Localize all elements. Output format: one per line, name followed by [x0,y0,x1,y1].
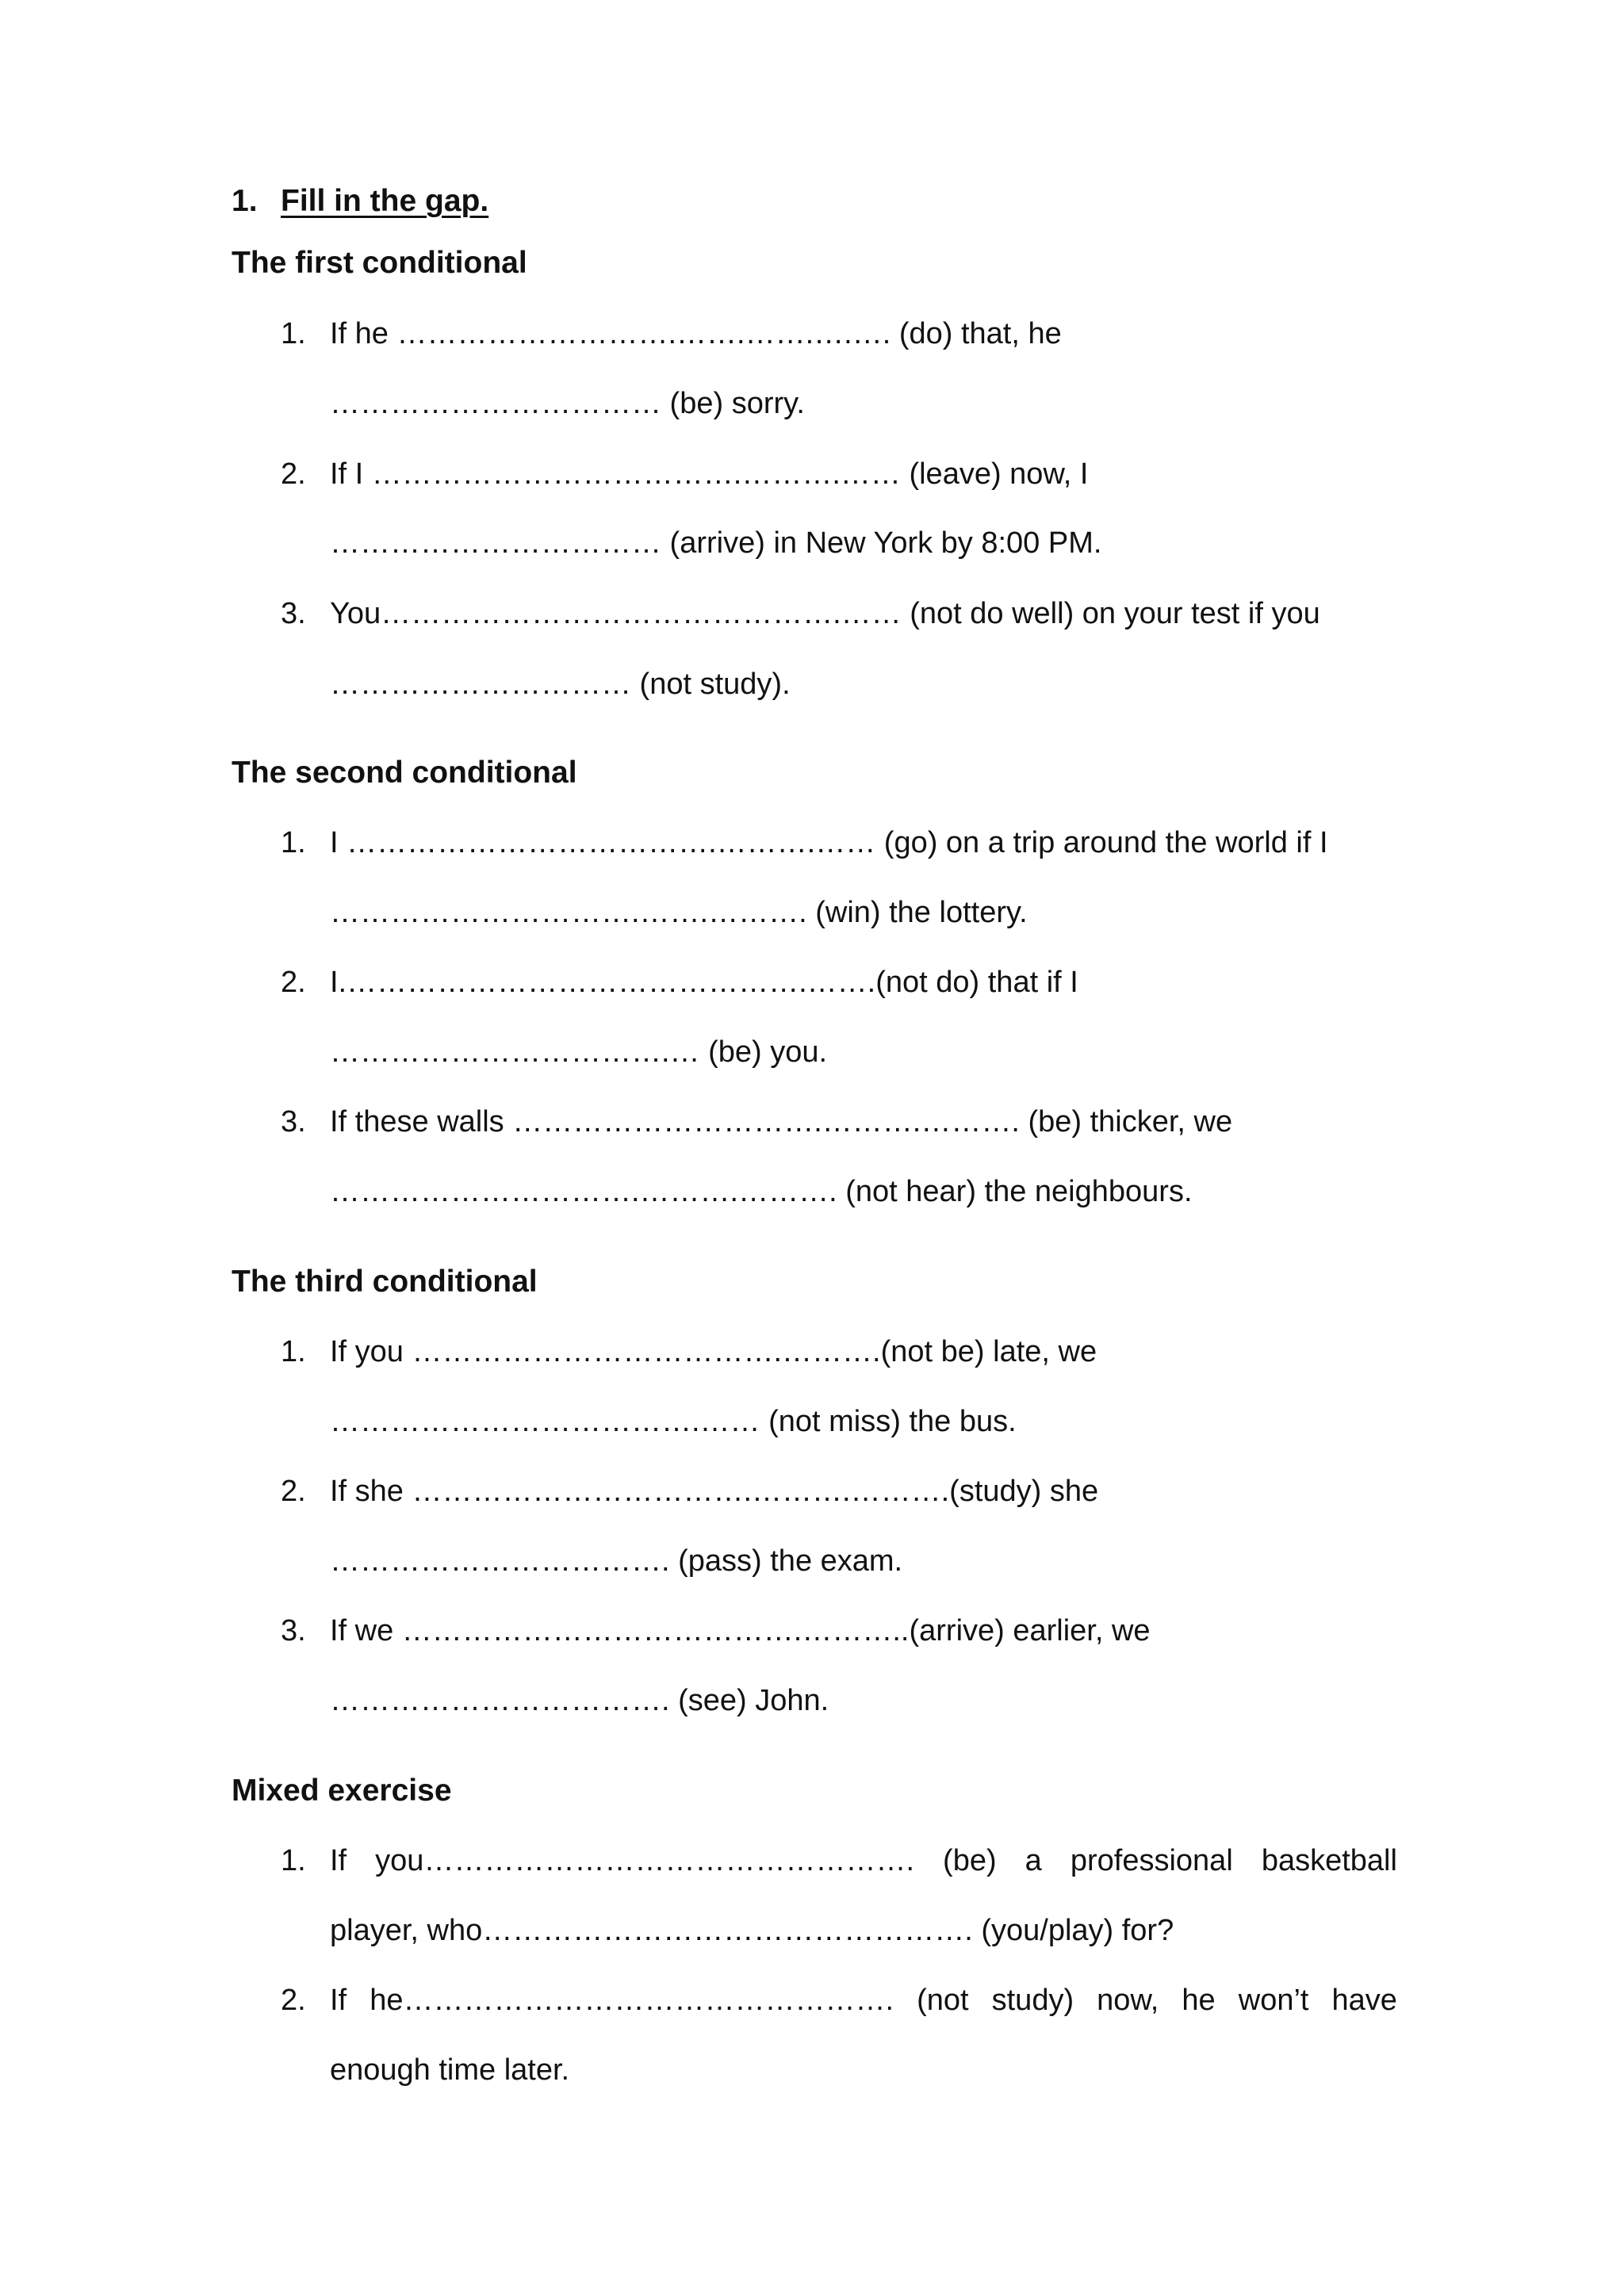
item-line-continuation: …………………………….… (be) you. [330,1035,828,1069]
word: professional [1070,1844,1233,1877]
item-line: You……………………………………….…… (not do well) on your test if you [330,597,1320,630]
section-title-third-conditional: The third conditional [232,1265,538,1299]
item-line: I ……………………………….……….…… (go) on a trip around the world if I [330,826,1328,859]
word: If [330,1984,347,2017]
item-line: If she …………………………….……….……….(study) she [330,1475,1099,1508]
item-line-continuation: ……………………………. (pass) the exam. [330,1544,903,1578]
word: basketball [1261,1844,1397,1877]
word: have [1331,1984,1397,2017]
word: If [330,1844,347,1877]
item-number: 1. [281,826,306,859]
word: won’t [1238,1984,1309,2017]
item-line: If I ……………………………….……….…… (leave) now, I [330,457,1089,491]
item-line-continuation: enough time later. [330,2053,570,2087]
item-number: 1. [281,317,306,350]
item-number: 1. [281,1335,306,1368]
item-line: If these walls ………………………….……….………. (be) thicker, we [330,1105,1233,1138]
word: (not [917,1984,969,2017]
item-number: 2. [281,1984,306,2017]
word: he [1182,1984,1216,2017]
item-line-continuation: ………………………….……….………. (not hear) the neighbours. [330,1175,1193,1208]
item-number: 3. [281,1614,306,1647]
exercise-title: Fill in the gap. [281,184,489,218]
item-number: 2. [281,966,306,999]
item-line-justified [330,1984,1397,2018]
item-line-continuation: …………………………… (be) sorry. [330,387,805,420]
item-line-continuation: ……………………………….…… (not miss) the bus. [330,1405,1017,1438]
word: a [1025,1844,1042,1877]
item-line-continuation: ………………………… (not study). [330,668,791,701]
item-line-continuation: ………………………….…….………. (win) the lottery. [330,896,1028,929]
item-number: 2. [281,457,306,491]
item-number: 3. [281,597,306,630]
word: he…………………………………………. [370,1984,894,2017]
word: you…………………………………………. [375,1844,914,1877]
exercise-number: 1. [232,184,258,218]
word: study) [991,1984,1074,2017]
section-title-first-conditional: The first conditional [232,246,527,280]
item-number: 1. [281,1844,306,1877]
word: now, [1097,1984,1159,2017]
word: (be) [943,1844,997,1877]
item-line: I.……………………………………….…….(not do) that if I [330,966,1078,999]
item-line: If we ………………………………….………..(arrive) earlier, we [330,1614,1151,1647]
section-title-second-conditional: The second conditional [232,756,577,790]
item-line: If you ……………………………….……….(not be) late, we [330,1335,1097,1368]
item-line-continuation: …………………………… (arrive) in New York by 8:00 PM. [330,526,1102,560]
item-line-justified [330,1844,1397,1878]
item-line-continuation: player, who…………………………………………. (you/play) for? [330,1914,1174,1947]
item-line: If he ……………………….…….…….….…. (do) that, he [330,317,1062,350]
item-number: 2. [281,1475,306,1508]
item-number: 3. [281,1105,306,1138]
exercise-heading [232,184,488,219]
section-title-mixed-exercise: Mixed exercise [232,1774,452,1808]
item-line-continuation: ……………………………. (see) John. [330,1684,829,1717]
